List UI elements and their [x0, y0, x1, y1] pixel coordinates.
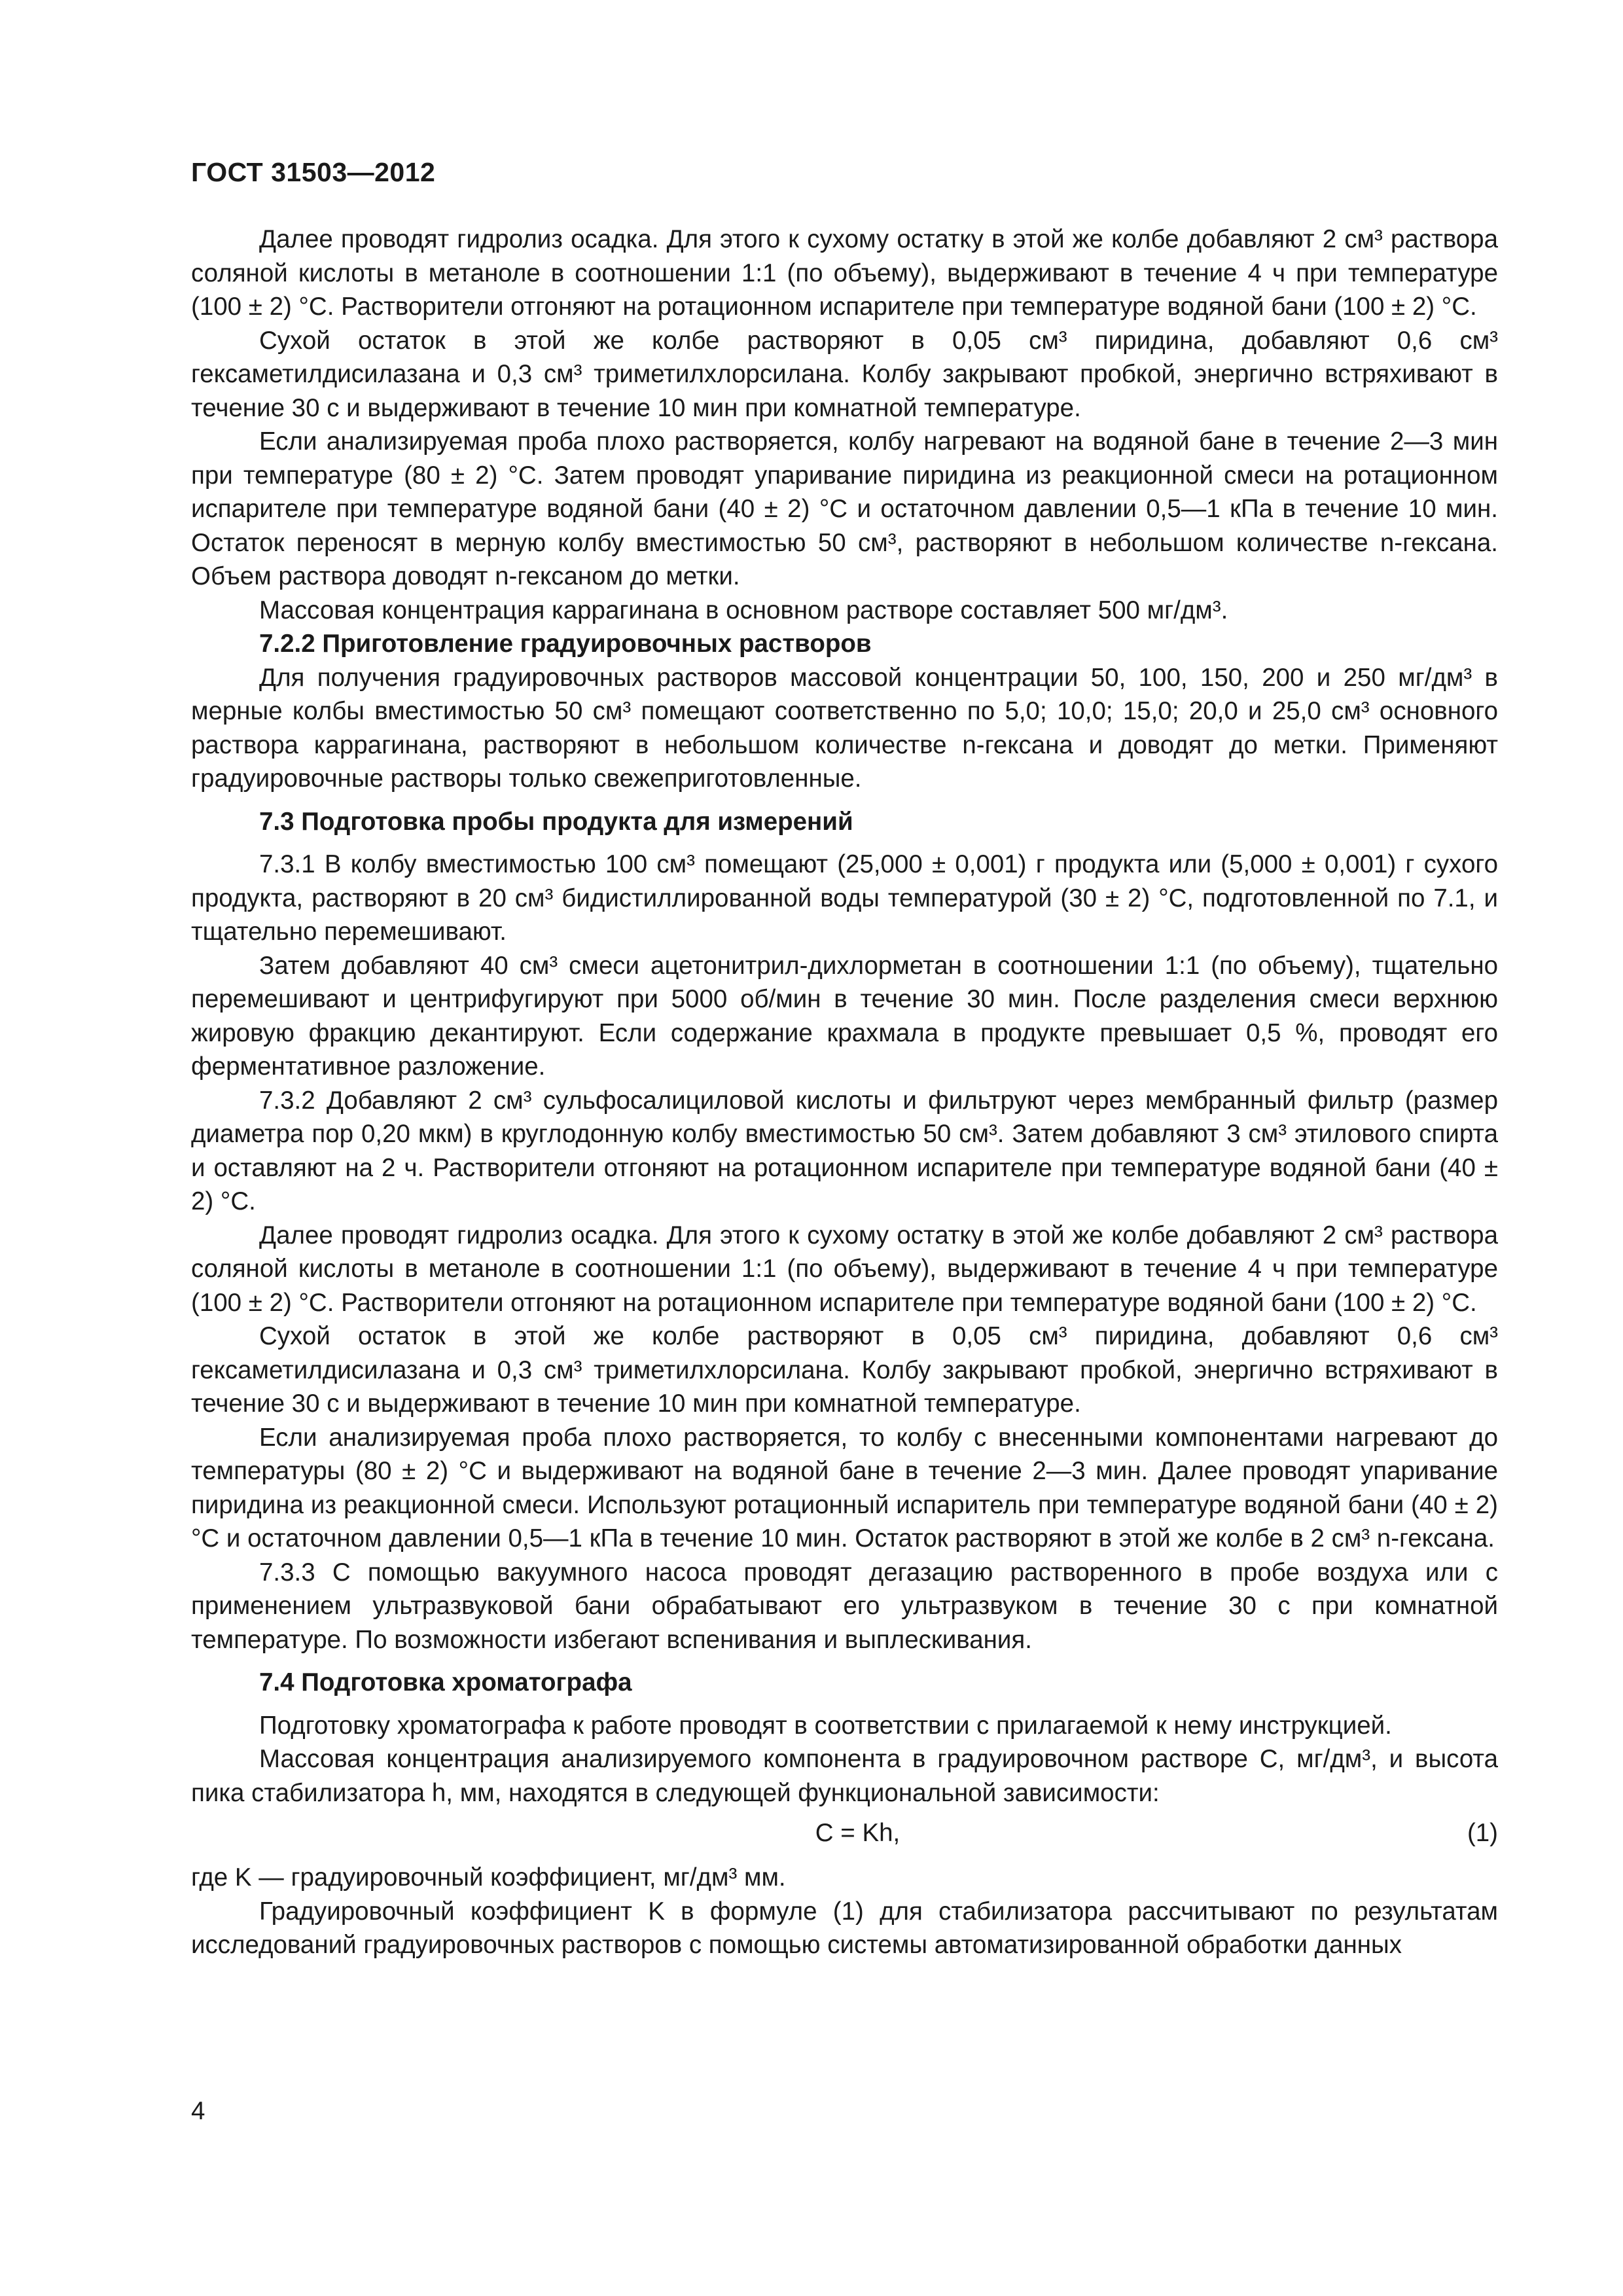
formula-expression: C = Kh, — [815, 1819, 901, 1847]
paragraph: Далее проводят гидролиз осадка. Для этого к сухому остатку в этой же колбе добавляют 2 см³ раствора соляной кислоты в метаноле в соотношении 1:1 (по объему), выдерживают в течение 4 ч при температуре (100 ± 2) °С. Растворители отгоняют на ротационном испарителе при температуре водяной бани (100 ± 2) °С. — [191, 225, 1498, 321]
paragraph: Далее проводят гидролиз осадка. Для этого к сухому остатку в этой же колбе добавляют 2 см³ раствора соляной кислоты в метаноле в соотношении 1:1 (по объему), выдерживают в течение 4 ч при температуре (100 ± 2) °С. Растворители отгоняют на ротационном испарителе при температуре водяной бани (100 ± 2) °С. — [191, 1221, 1498, 1317]
paragraph: Если анализируемая проба плохо растворяется, то колбу с внесенными компонентами нагревают до температуры (80 ± 2) °С и выдерживают на водяной бане в течение 2—3 мин. Далее проводят упаривание пиридина из реакционной смеси. Используют ротационный испаритель при температуре водяной бани (40 ± 2) °С и остаточном давлении 0,5—1 кПа в течение 10 мин. Остаток растворяют в этой же колбе в 2 см³ n-гексана. — [191, 1423, 1498, 1552]
paragraph: Массовая концентрация каррагинана в основном растворе составляет 500 мг/дм³. — [259, 596, 1228, 624]
section-heading: 7.2.2 Приготовление градуировочных растворов — [259, 630, 872, 658]
paragraph: Подготовку хроматографа к работе проводят в соответствии с прилагаемой к нему инструкцией. — [259, 1711, 1392, 1740]
paragraph: 7.3.3 С помощью вакуумного насоса проводят дегазацию растворенного в пробе воздуха или с применением ультразвуковой бани обрабатывают его ультразвуком в течение 30 с при комнатной температуре. По возможности избегают вспенивания и выплескивания. — [191, 1558, 1498, 1654]
paragraph: Если анализируемая проба плохо растворяется, колбу нагревают на водяной бане в течение 2—3 мин при температуре (80 ± 2) °С. Затем проводят упаривание пиридина из реакционной смеси на ротационном испарителе при температуре водяной бани (40 ± 2) °С и остаточном давлении 0,5—1 кПа в течение 10 мин. Остаток переносят в мерную колбу вместимостью 50 см³, растворяют в небольшом количестве n-гексана. Объем раствора доводят n-гексаном до метки. — [191, 427, 1498, 590]
document-body — [191, 223, 1498, 1962]
page-number: 4 — [191, 2097, 205, 2125]
section-heading: 7.3 Подготовка пробы продукта для измерений — [259, 807, 853, 836]
paragraph: Массовая концентрация анализируемого компонента в градуировочном растворе С, мг/дм³, и высота пика стабилизатора h, мм, находятся в следующей функциональной зависимости: — [191, 1745, 1498, 1807]
section-heading: 7.4 Подготовка хроматографа — [259, 1668, 632, 1696]
paragraph: где K — градуировочный коэффициент, мг/дм³ мм. — [191, 1863, 786, 1892]
paragraph: Градуировочный коэффициент K в формуле (1) для стабилизатора рассчитывают по результатам исследований градуировочных растворов с помощью системы автоматизированной обработки данных — [191, 1897, 1498, 1959]
paragraph: 7.3.1 В колбу вместимостью 100 см³ помещают (25,000 ± 0,001) г продукта или (5,000 ± 0,001) г сухого продукта, растворяют в 20 см³ бидистиллированной воды температурой (30 ± 2) °С, подготовленной по 7.1, и тщательно перемешивают. — [191, 850, 1498, 946]
formula — [191, 1816, 1498, 1854]
paragraph: Затем добавляют 40 см³ смеси ацетонитрил-дихлорметан в соотношении 1:1 (по объему), тщательно перемешивают и центрифугируют при 5000 об/мин в течение 30 мин. После разделения смеси верхнюю жировую фракцию декантируют. Если содержание крахмала в продукте превышает 0,5 %, проводят его ферментативное разложение. — [191, 951, 1498, 1081]
paragraph: Для получения градуировочных растворов массовой концентрации 50, 100, 150, 200 и 250 мг/дм³ в мерные колбы вместимостью 50 см³ помещают соответственно по 5,0; 10,0; 15,0; 20,0 и 25,0 см³ основного раствора каррагинана, растворяют в небольшом количестве n-гексана и доводят до метки. Применяют градуировочные растворы только свежеприготовленные. — [191, 663, 1498, 793]
document-header: ГОСТ 31503—2012 — [191, 157, 436, 187]
paragraph: 7.3.2 Добавляют 2 см³ сульфосалициловой кислоты и фильтруют через мембранный фильтр (размер диаметра пор 0,20 мкм) в круглодонную колбу вместимостью 50 см³. Затем добавляют 3 см³ этилового спирта и оставляют на 2 ч. Растворители отгоняют на ротационном испарителе при температуре водяной бани (40 ± 2) °С. — [191, 1086, 1498, 1215]
paragraph: Сухой остаток в этой же колбе растворяют в 0,05 см³ пиридина, добавляют 0,6 см³ гексаметилдисилазана и 0,3 см³ триметилхлорсилана. Колбу закрывают пробкой, энергично встряхивают в течение 30 с и выдерживают в течение 10 мин при комнатной температуре. — [191, 326, 1498, 422]
paragraph: Сухой остаток в этой же колбе растворяют в 0,05 см³ пиридина, добавляют 0,6 см³ гексаметилдисилазана и 0,3 см³ триметилхлорсилана. Колбу закрывают пробкой, энергично встряхивают в течение 30 с и выдерживают в течение 10 мин при комнатной температуре. — [191, 1322, 1498, 1418]
formula-number: (1) — [1467, 1819, 1498, 1847]
